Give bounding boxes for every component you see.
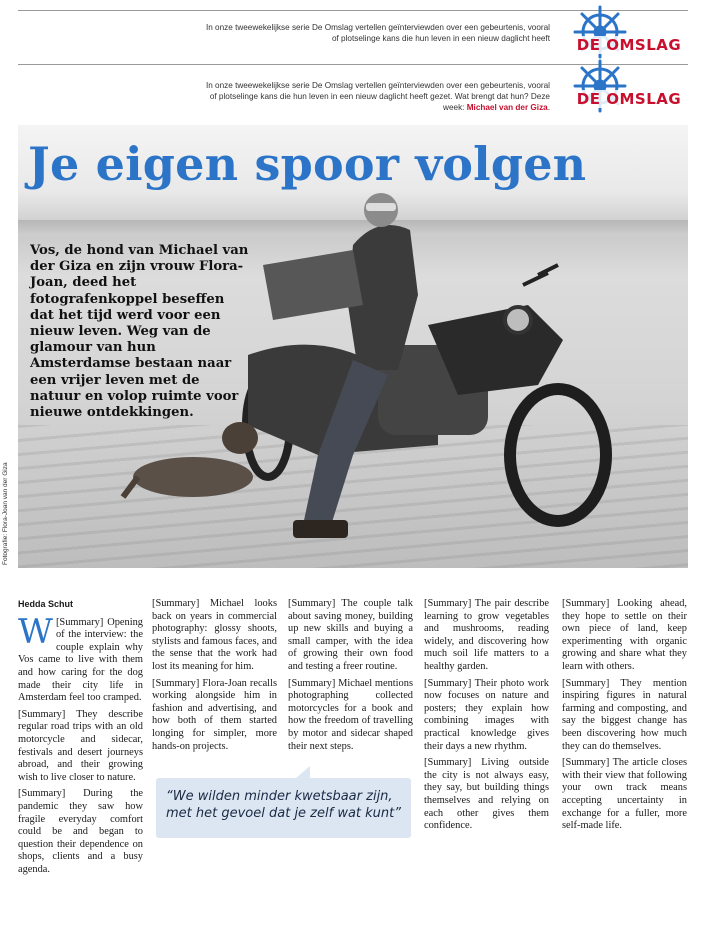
body-column-5 [562,598,687,837]
byline: Hedda Schut [18,599,74,609]
photo-credit: Fotografie: Flora-Joan van der Giza [2,462,9,565]
article-lede: Vos, de hond van Michael van der Giza en zijn vrouw Flora-Joan, deed het fotografenkoppel beseffen dat het tijd werd voor een nieuw leven. Weg van de glamour van hun Amsterdamse bestaan naar een vrijer leven met de natuur en volop ruimte voor nieuwe ontdekkingen. [30,243,249,421]
paragraph: [Summary] Living outside the city is not always easy, they say, but building things themselves and relying on each other gives them confidence. [424,757,549,832]
paragraph: [Summary] They describe regular road trips with an old motorcycle and sidecar, festivals and desert journeys abroad, and their growing wish to live closer to nature. [18,708,143,783]
logo-text: DE OMSLAG [566,90,692,108]
paragraph: [Summary] They mention inspiring figures in natural farming and composting, and say the biggest change has been discovering how much they can do themselves. [562,677,687,752]
pull-quote [156,778,411,838]
paragraph: [Summary] The couple talk about saving money, building up new skills and buying a small camper, with the idea of growing their own food and testing a freer routine. [288,598,413,672]
series-intro-text: In onze tweewekelijkse serie De Omslag vertellen geïnterviewden over een gebeurtenis, vooral of plotselinge kans die hun leven in een nieuw daglicht heeft [205,23,550,43]
article-headline: Je eigen spoor volgen [28,137,587,191]
series-intro-text: In onze tweewekelijkse serie De Omslag vertellen geïnterviewden over een gebeurtenis, vooral of plotselinge kans die hun leven in een nieuw daglicht heeft gezet. Wat brengt dat hun? Deze week: [205,81,550,112]
paragraph: [Summary] Flora-Joan recalls working alongside him in fashion and advertising, and how both of them started longing for simpler, more hands-on projects. [152,677,277,752]
de-omslag-logo-top [562,4,692,60]
drop-cap: W [18,611,53,652]
interviewee-name: Michael van der Giza [466,103,548,112]
body-column-3 [288,598,413,757]
paragraph: [Summary] Their photo work now focuses on nature and posters; they explain how combining images with practical knowledge gives their days a new rhythm. [424,677,549,752]
body-column-4 [424,598,549,837]
series-intro-end: . [547,103,550,112]
paragraph: [Summary] The article closes with their view that following your own track means accepting uncertainty in exchange for a fuller, more self-made life. [562,757,687,832]
logo-text: DE OMSLAG [566,36,692,54]
paragraph: [Summary] During the pandemic they saw how fragile everyday comfort could be and began to question their dependence on shops, clients and a busy agenda. [18,788,143,875]
paragraph: [Summary] The pair describe learning to grow vegetables and mushrooms, reading widely, and discovering how much soil life matters to a healthy garden. [424,598,549,672]
paragraph: W [Summary] Opening of the interview: the couple explain why Vos came to live with them and how caring for the dog made their city life in Amsterdam feel too cramped. [18,611,143,704]
paragraph: [Summary] Looking ahead, they hope to settle on their own piece of land, keep experimenting with organic growing and share what they learn with others. [562,598,687,672]
series-intro-top [200,22,550,44]
pull-quote-text: “We wilden minder kwetsbaar zijn, met het gevoel dat je zelf wat kunt” [166,789,401,821]
paragraph: [Summary] Michael looks back on years in commercial photography: glossy shoots, stylists and famous faces, and the sense that the work had lost its meaning for him. [152,598,277,672]
series-intro-bottom [200,80,550,113]
paragraph: [Summary] Michael mentions photographing collected motorcycles for a book and how the freedom of travelling by motor and sidecar shaped their next steps. [288,677,413,752]
body-column-1 [18,598,143,880]
body-column-2 [152,598,277,757]
de-omslag-logo-bottom [562,58,692,114]
quote-notch [296,766,310,778]
